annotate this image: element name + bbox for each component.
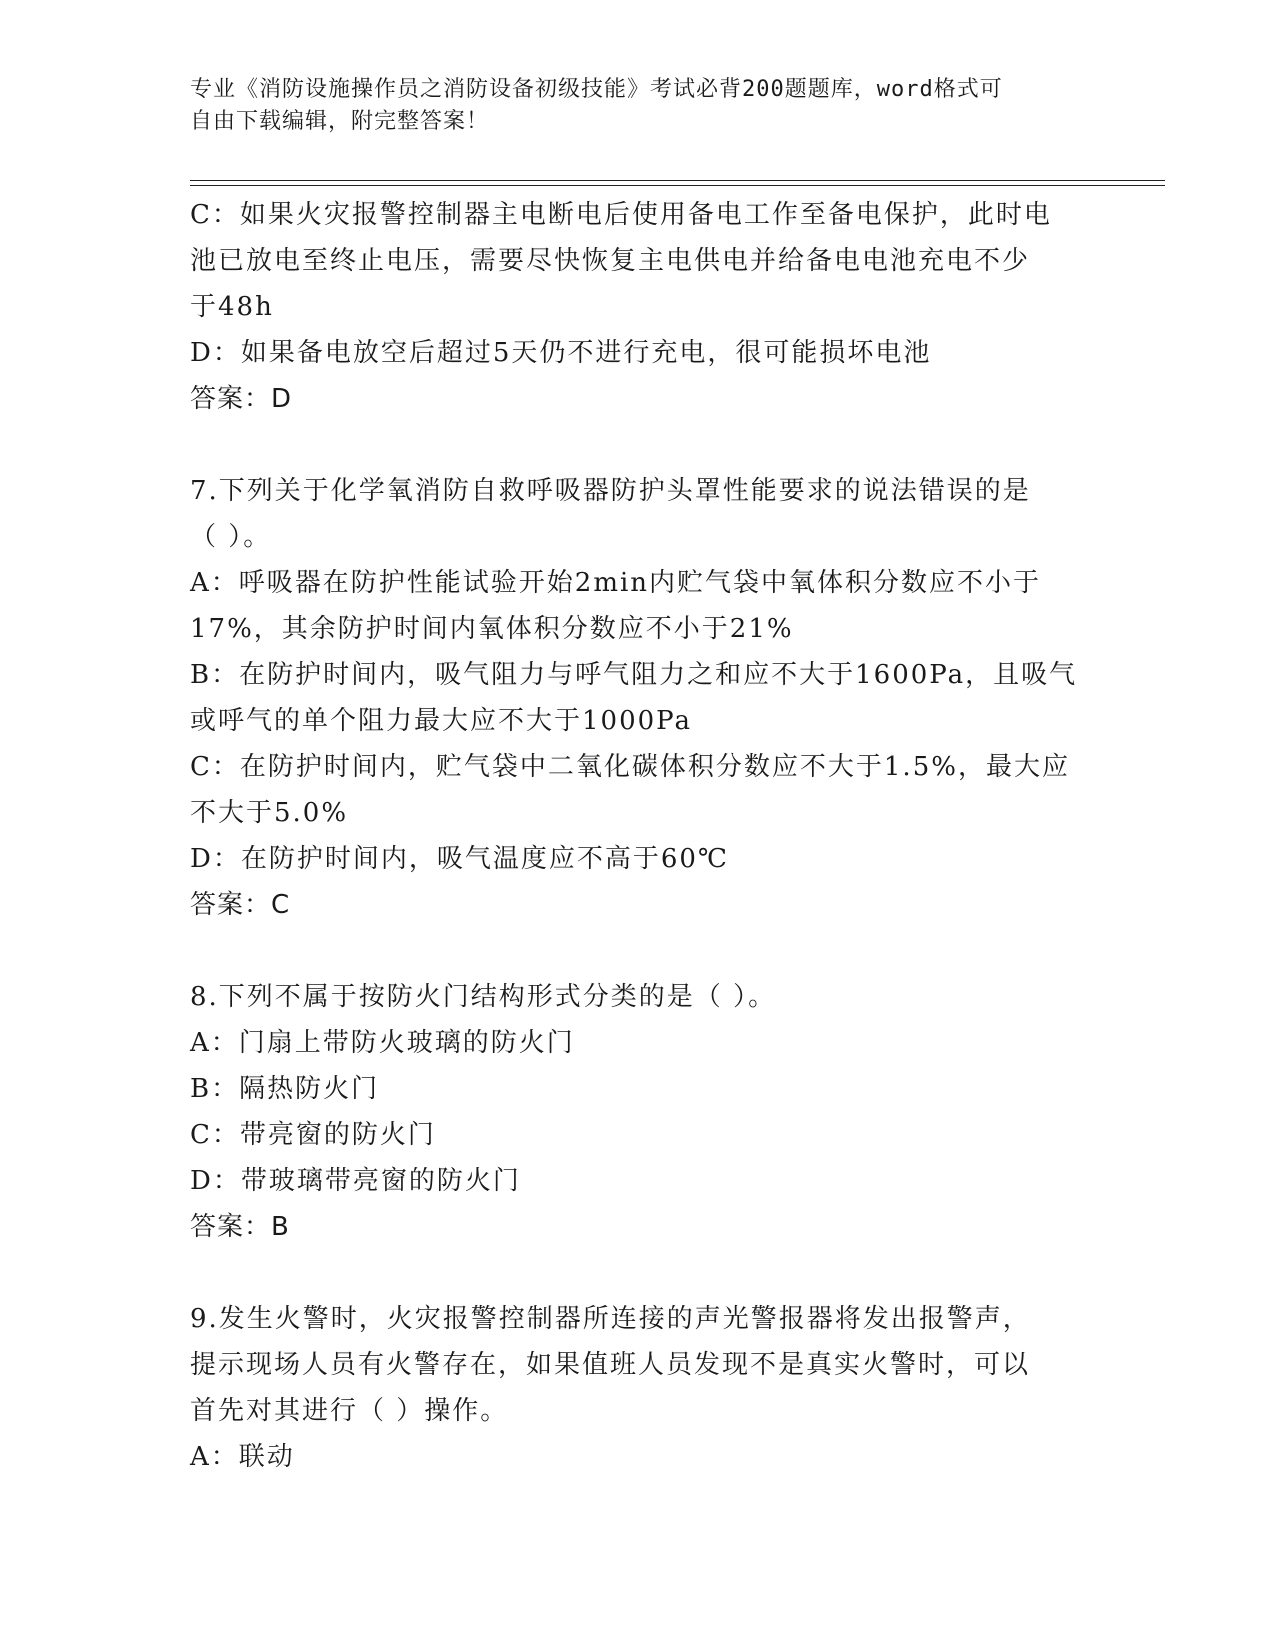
q7-stem-line-1: 7.下列关于化学氧消防自救呼吸器防护头罩性能要求的说法错误的是 bbox=[190, 476, 1031, 506]
q6-option-c-line-2: 池已放电至终止电压，需要尽快恢复主电供电并给备电电池充电不少 bbox=[190, 246, 1031, 276]
question-content bbox=[190, 192, 1095, 1480]
q7-answer: 答案：C bbox=[190, 890, 291, 920]
q7-option-c-line-2: 不大于5.0% bbox=[190, 798, 349, 828]
q7-option-b-line-1: B：在防护时间内，吸气阻力与呼气阻力之和应不大于1600Pa，且吸气 bbox=[190, 660, 1078, 690]
q7-option-a-line-1: A：呼吸器在防护性能试验开始2min内贮气袋中氧体积分数应不小于 bbox=[190, 568, 1042, 598]
q6-option-c-line-1: C：如果火灾报警控制器主电断电后使用备电工作至备电保护，此时电 bbox=[190, 200, 1052, 230]
q6-option-c-line-3: 于48h bbox=[190, 292, 274, 322]
q7-option-d: D：在防护时间内，吸气温度应不高于60℃ bbox=[190, 844, 730, 874]
q7-option-b-line-2: 或呼气的单个阻力最大应不大于1000Pa bbox=[190, 706, 692, 736]
q8-answer: 答案：B bbox=[190, 1212, 290, 1242]
header-title-line-1: 专业《消防设施操作员之消防设备初级技能》考试必背200题题库，word格式可 bbox=[190, 77, 1003, 102]
q8-stem: 8.下列不属于按防火门结构形式分类的是（ ）。 bbox=[190, 982, 777, 1012]
header-title-line-2: 自由下载编辑，附完整答案！ bbox=[190, 109, 490, 134]
q8-option-d: D：带玻璃带亮窗的防火门 bbox=[190, 1166, 521, 1196]
header-divider-bottom bbox=[190, 185, 1165, 186]
q8-option-a: A：门扇上带防火玻璃的防火门 bbox=[190, 1028, 575, 1058]
q9-stem-line-2: 提示现场人员有火警存在，如果值班人员发现不是真实火警时，可以 bbox=[190, 1350, 1031, 1380]
spacer bbox=[190, 1250, 1095, 1296]
document-header bbox=[190, 74, 1090, 138]
q8-option-b: B：隔热防火门 bbox=[190, 1074, 380, 1104]
q7-option-c-line-1: C：在防护时间内，贮气袋中二氧化碳体积分数应不大于1.5%，最大应 bbox=[190, 752, 1070, 782]
spacer bbox=[190, 928, 1095, 974]
q9-stem-line-1: 9.发生火警时，火灾报警控制器所连接的声光警报器将发出报警声， bbox=[190, 1304, 1031, 1334]
q9-option-a: A：联动 bbox=[190, 1442, 295, 1472]
q6-answer: 答案：D bbox=[190, 384, 293, 414]
q7-stem-line-2: （ ）。 bbox=[190, 522, 272, 552]
q9-stem-line-3: 首先对其进行（ ）操作。 bbox=[190, 1396, 509, 1426]
header-divider-top bbox=[190, 180, 1165, 181]
q8-option-c: C：带亮窗的防火门 bbox=[190, 1120, 436, 1150]
q6-option-d: D：如果备电放空后超过5天仍不进行充电，很可能损坏电池 bbox=[190, 338, 932, 368]
q7-option-a-line-2: 17%，其余防护时间内氧体积分数应不小于21% bbox=[190, 614, 794, 644]
spacer bbox=[190, 422, 1095, 468]
